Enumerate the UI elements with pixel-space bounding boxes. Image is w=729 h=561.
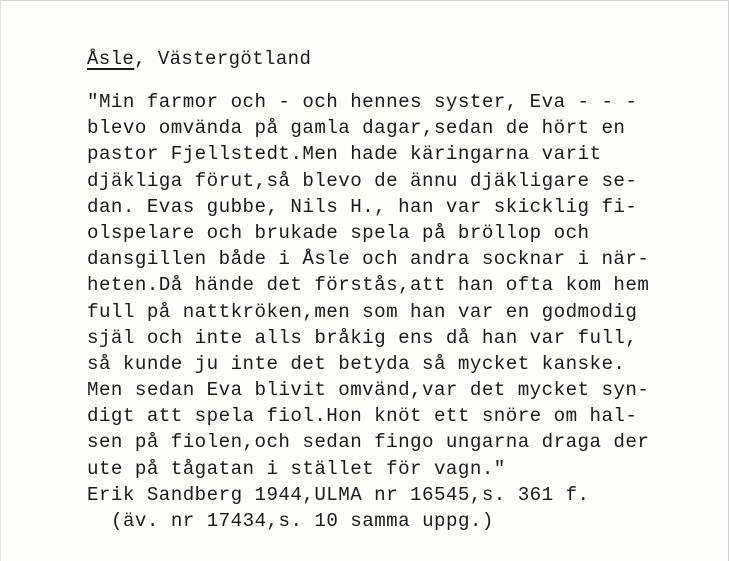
text-line: så kunde ju inte det betyda så mycket kanske. [87, 352, 626, 375]
source-citation: Erik Sandberg 1944,ULMA nr 16545,s. 361 f. [87, 483, 590, 506]
card-heading [87, 48, 311, 70]
text-line: dan. Evas gubbe, Nils H., han var skicklig fi- [87, 195, 638, 218]
text-line: blevo omvända på gamla dagar,sedan de hört en [87, 117, 626, 140]
text-line: själ och inte alls bråkig ens då han var full, [87, 326, 638, 349]
text-line: dansgillen både i Åsle och andra socknar i när- [87, 248, 650, 271]
text-line: full på nattkröken,men som han var en godmodig [87, 300, 638, 323]
text-line: heten.Då hände det förstås,att han ofta kom hem [87, 274, 650, 297]
transcript-body [87, 89, 727, 534]
text-line: ute på tågatan i stället för vagn." [87, 457, 506, 480]
cross-reference: (äv. nr 17434,s. 10 samma uppg.) [111, 510, 494, 532]
text-line: pastor Fjellstedt.Men hade käringarna varit [87, 143, 602, 166]
text-line: djäkliga förut,så blevo de ännu djäkligare se- [87, 169, 638, 192]
text-line: digt att spela fiol.Hon knöt ett snöre om hal- [87, 405, 638, 428]
text-line: sen på fiolen,och sedan fingo ungarna draga der [87, 431, 650, 454]
text-line: olspelare och brukade spela på bröllop och [87, 221, 590, 244]
text-line: "Min farmor och - och hennes syster, Eva - - - [87, 91, 638, 113]
heading-place: Åsle [87, 48, 135, 70]
text-line: Men sedan Eva blivit omvänd,var det mycket syn- [87, 379, 650, 402]
heading-region: , Västergötland [134, 48, 312, 70]
